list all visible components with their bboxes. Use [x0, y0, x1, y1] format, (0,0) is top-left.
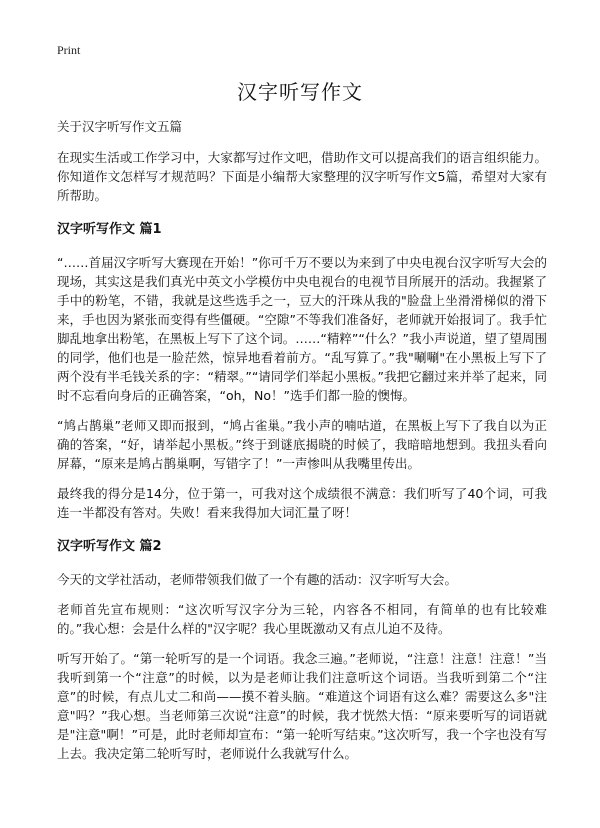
- section-paragraph: 老师首先宣布规则：“这次听写汉字分为三轮，内容各不相同，有简单的也有比较难的。”我心想：会是什么样的"汉字呢？我心里既激动又有点儿迫不及待。: [57, 602, 547, 636]
- section-1: [57, 221, 547, 522]
- document-body: [57, 118, 547, 774]
- section-paragraph: 最终我的得分是14分，位于第一，可我对这个成绩很不满意：我们听写了40个词，可我连一半都没有答对。失败！看来我得加大词汇量了呀！: [57, 486, 547, 520]
- document-subtitle: 关于汉字听写作文五篇: [57, 119, 183, 134]
- section-paragraph: “鸠占鹊巢”老师又即而报到，“鸠占雀巢。”我小声的喃咕道，在黑板上写下了我自以为正确的答案，“好，请举起小黑板。”终于到谜底揭晓的时候了，我暗暗地想到。我扭头看向屏幕，“原来是鸠占鹊巢啊，写错字了！”一声惨叫从我嘴里传出。: [57, 418, 547, 471]
- document-title: 汉字听写作文: [237, 80, 363, 104]
- section-heading: 汉字听写作文 篇1: [57, 222, 162, 237]
- section-heading: 汉字听写作文 篇2: [57, 539, 162, 554]
- section-2: [57, 538, 547, 763]
- section-paragraph: “……首届汉字听写大赛现在开始！”你可千万不要以为来到了中央电视台汉字听写大会的现场，其实这是我们真光中英文小学模仿中央电视台的电视节目所展开的活动。我握紧了手中的粉笔，不错，我就是这些选手之一，豆大的汗珠从我的"脸盘上坐滑滑梯似的滑下来，手也因为紧张而变得有些僵硬。“空隙”不等我们准备好，老师就开始报词了。我手忙脚乱地拿出粉笔，在黑板上写下了这个词。……“精粹”“什么？”我小声说道，望了望周围的同学，他们也是一脸茫然，惊异地看着前方。“乱写算了。”我"唰唰"在小黑板上写下了两个没有半毛钱关系的字：“精翠。”“请同学们举起小黑板。”我把它翻过来并举了起来，同时不忘看向身后的正确答案，“oh，No！”选手们都一脸的懊悔。: [57, 255, 547, 403]
- section-paragraph: 听写开始了。“第一轮听写的是一个词语。我念三遍。”老师说，“注意！注意！注意！”当我听到第一个“注意”的时候，以为是老师让我们注意听这个词语。当我听到第二个“注意”的时候，有点儿丈二和尚——摸不着头脑。“难道这个词语有这么难？需要这么多"注意"吗？”我心想。当老师第三次说“注意”的时候，我才恍然大悟：“原来要听写的词语就是"注意"啊！”可是，此时老师却宣布：“第一轮听写结束。”这次听写，我一个字也没有写上去。我决定第二轮听写时，老师说什么我就写什么。: [57, 651, 547, 761]
- intro-paragraph: 在现实生活或工作学习中，大家都写过作文吧，借助作文可以提高我们的语言组织能力。你知道作文怎样写才规范吗？下面是小编帮大家整理的汉字听写作文5篇，希望对大家有所帮助。: [57, 150, 547, 203]
- print-label: Print: [57, 43, 81, 57]
- section-paragraph: 今天的文学社活动，老师带领我们做了一个有趣的活动：汉字听写大会。: [57, 572, 458, 587]
